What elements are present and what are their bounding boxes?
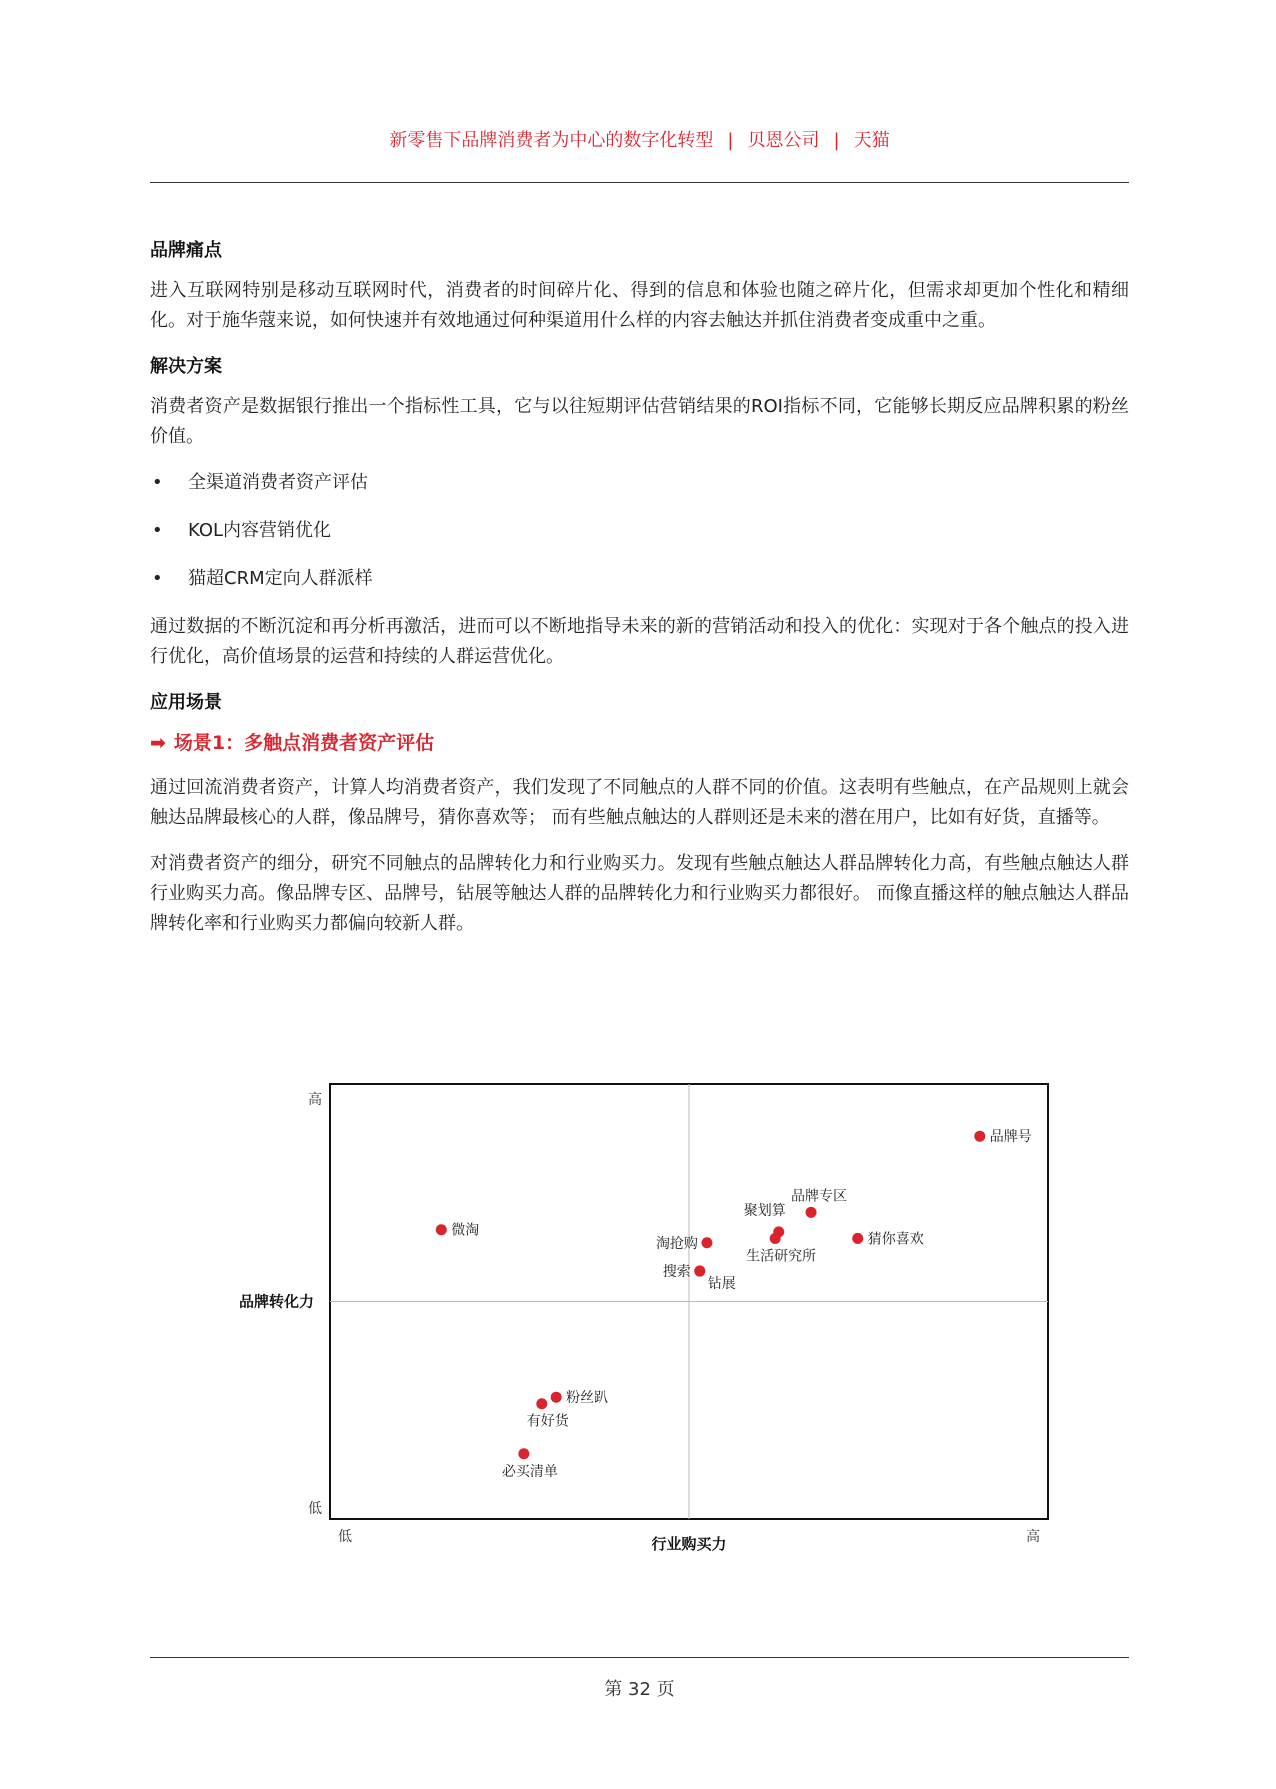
data-label: 生活研究所 bbox=[746, 1248, 817, 1265]
bullet-mark: • bbox=[152, 520, 163, 541]
pain-heading: 品牌痛点 bbox=[150, 240, 222, 261]
data-label: 淘抢购 bbox=[655, 1235, 698, 1252]
list-item-text: 全渠道消费者资产评估 bbox=[188, 472, 368, 493]
scatter-chart bbox=[150, 1070, 1129, 1570]
data-label: 聚划算 bbox=[743, 1202, 786, 1219]
footer-divider bbox=[150, 1657, 1129, 1658]
points-layer bbox=[436, 1128, 1032, 1480]
list-item bbox=[150, 516, 1129, 546]
solution-text: 消费者资产是数据银行推出一个指标性工具，它与以往短期评估营销结果的ROI指标不同，它能够长期反应品牌积累的粉丝价值。 bbox=[150, 396, 1129, 447]
header-separator: | bbox=[833, 130, 840, 151]
header-divider bbox=[150, 182, 1129, 183]
data-point bbox=[694, 1266, 705, 1277]
solution-heading: 解决方案 bbox=[150, 356, 222, 377]
scenario-title bbox=[150, 728, 1129, 755]
page-number: 第 32 页 bbox=[604, 1679, 675, 1700]
page-header bbox=[150, 126, 1129, 152]
bullet-mark: • bbox=[152, 472, 163, 493]
data-label: 钻展 bbox=[707, 1276, 736, 1293]
x-axis-high-label: 高 bbox=[1026, 1529, 1040, 1545]
arrow-right-icon: ➡ bbox=[150, 732, 166, 754]
data-label: 品牌号 bbox=[989, 1129, 1032, 1146]
data-point bbox=[551, 1392, 562, 1403]
y-axis-low-label: 低 bbox=[308, 1501, 322, 1517]
data-label: 有好货 bbox=[526, 1413, 569, 1430]
data-label: 猜你喜欢 bbox=[867, 1231, 924, 1248]
y-axis-high-label: 高 bbox=[308, 1092, 322, 1108]
header-company: 贝恩公司 bbox=[747, 130, 820, 151]
data-point bbox=[770, 1233, 781, 1244]
data-point bbox=[536, 1398, 547, 1409]
application-para-1: 通过回流消费者资产，计算人均消费者资产，我们发现了不同触点的人群不同的价值。这表明有些触点，在产品规则上就会触达品牌最核心的人群，像品牌号，猜你喜欢等； 而有些触点触达的人群则还是未来的潜在用户，比如有好货，直播等。 bbox=[150, 777, 1129, 828]
solution-text-2: 通过数据的不断沉淀和再分析再激活，进而可以不断地指导未来的新的营销活动和投入的优化：实现对于各个触点的投入进行优化，高价值场景的运营和持续的人群运营优化。 bbox=[150, 616, 1129, 667]
bullet-mark: • bbox=[152, 568, 163, 589]
data-point bbox=[701, 1237, 712, 1248]
data-label: 粉丝趴 bbox=[566, 1390, 609, 1407]
data-point bbox=[852, 1233, 863, 1244]
application-heading: 应用场景 bbox=[150, 692, 222, 713]
list-item-text: 猫超CRM定向人群派样 bbox=[188, 568, 373, 589]
x-axis-low-label: 低 bbox=[338, 1529, 352, 1545]
data-label: 品牌专区 bbox=[791, 1188, 848, 1205]
data-point bbox=[518, 1448, 529, 1459]
list-item bbox=[150, 468, 1129, 498]
application-para-2: 对消费者资产的细分，研究不同触点的品牌转化力和行业购买力。发现有些触点触达人群品牌转化力高，有些触点触达人群行业购买力高。像品牌专区、品牌号，钻展等触达人群的品牌转化力和行业购买力都很好。 而像直播这样的触点触达人群品牌转化率和行业购买力都偏向较新人群。 bbox=[150, 853, 1129, 934]
solution-bullet-list bbox=[150, 468, 1129, 594]
data-point bbox=[806, 1207, 817, 1218]
list-item bbox=[150, 564, 1129, 594]
main-content bbox=[150, 236, 1129, 955]
header-separator: | bbox=[727, 130, 734, 151]
x-axis-title: 行业购买力 bbox=[651, 1535, 727, 1553]
scenario-title-text: 场景1：多触点消费者资产评估 bbox=[173, 732, 435, 754]
data-label: 必买清单 bbox=[501, 1463, 558, 1480]
data-point bbox=[436, 1224, 447, 1235]
data-point bbox=[974, 1131, 985, 1142]
header-partner: 天猫 bbox=[853, 130, 890, 151]
list-item-text: KOL内容营销优化 bbox=[188, 520, 332, 541]
chart-svg bbox=[150, 1070, 1129, 1570]
pain-text: 进入互联网特别是移动互联网时代，消费者的时间碎片化、得到的信息和体验也随之碎片化，但需求却更加个性化和精细化。对于施华蔻来说，如何快速并有效地通过何种渠道用什么样的内容去触达并抓住消费者变成重中之重。 bbox=[150, 280, 1129, 331]
data-label: 微淘 bbox=[451, 1222, 480, 1239]
y-axis-title: 品牌转化力 bbox=[238, 1292, 314, 1311]
header-title: 新零售下品牌消费者为中心的数字化转型 bbox=[389, 130, 714, 151]
data-label: 搜索 bbox=[662, 1264, 691, 1281]
